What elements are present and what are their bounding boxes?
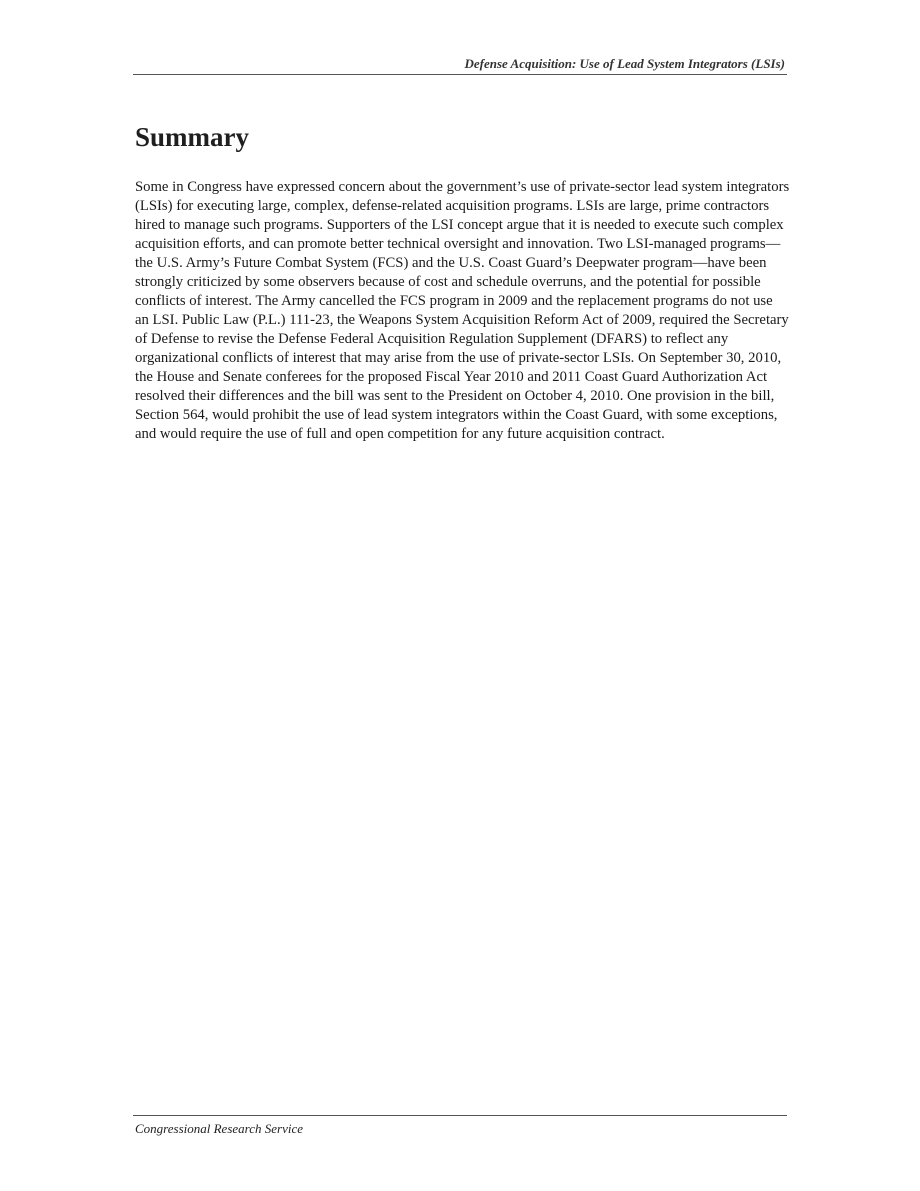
section-heading: Summary	[135, 122, 249, 152]
summary-paragraph: Some in Congress have expressed concern about the government’s use of private-sector lead system integrators (LSIs) for executing large, complex, defense-related acquisition programs. LSIs are large, prime contractors hired to manage such programs. Supporters of the LSI concept argue that it is needed to execute such complex acquisition efforts, and can promote better technical oversight and innovation. Two LSI-managed programs—the U.S. Army’s Future Combat System (FCS) and the U.S. Coast Guard’s Deepwater program—have been strongly criticized by some observers because of cost and schedule overruns, and the potential for possible conflicts of interest. The Army cancelled the FCS program in 2009 and the replacement programs do not use an LSI. Public Law (P.L.) 111-23, the Weapons System Acquisition Reform Act of 2009, required the Secretary of Defense to revise the Defense Federal Acquisition Regulation Supplement (DFARS) to reflect any organizational conflicts of interest that may arise from the use of private-sector LSIs. On September 30, 2010, the House and Senate conferees for the proposed Fiscal Year 2010 and 2011 Coast Guard Authorization Act resolved their differences and the bill was sent to the President on October 4, 2010. One provision in the bill, Section 564, would prohibit the use of lead system integrators within the Coast Guard, with some exceptions, and would require the use of full and open competition for any future acquisition contract.	[135, 179, 790, 442]
running-header-title: Defense Acquisition: Use of Lead System Integrators (LSIs)	[464, 56, 785, 71]
page-header	[133, 54, 787, 75]
footer-source: Congressional Research Service	[135, 1121, 303, 1136]
page-footer	[133, 1115, 787, 1136]
